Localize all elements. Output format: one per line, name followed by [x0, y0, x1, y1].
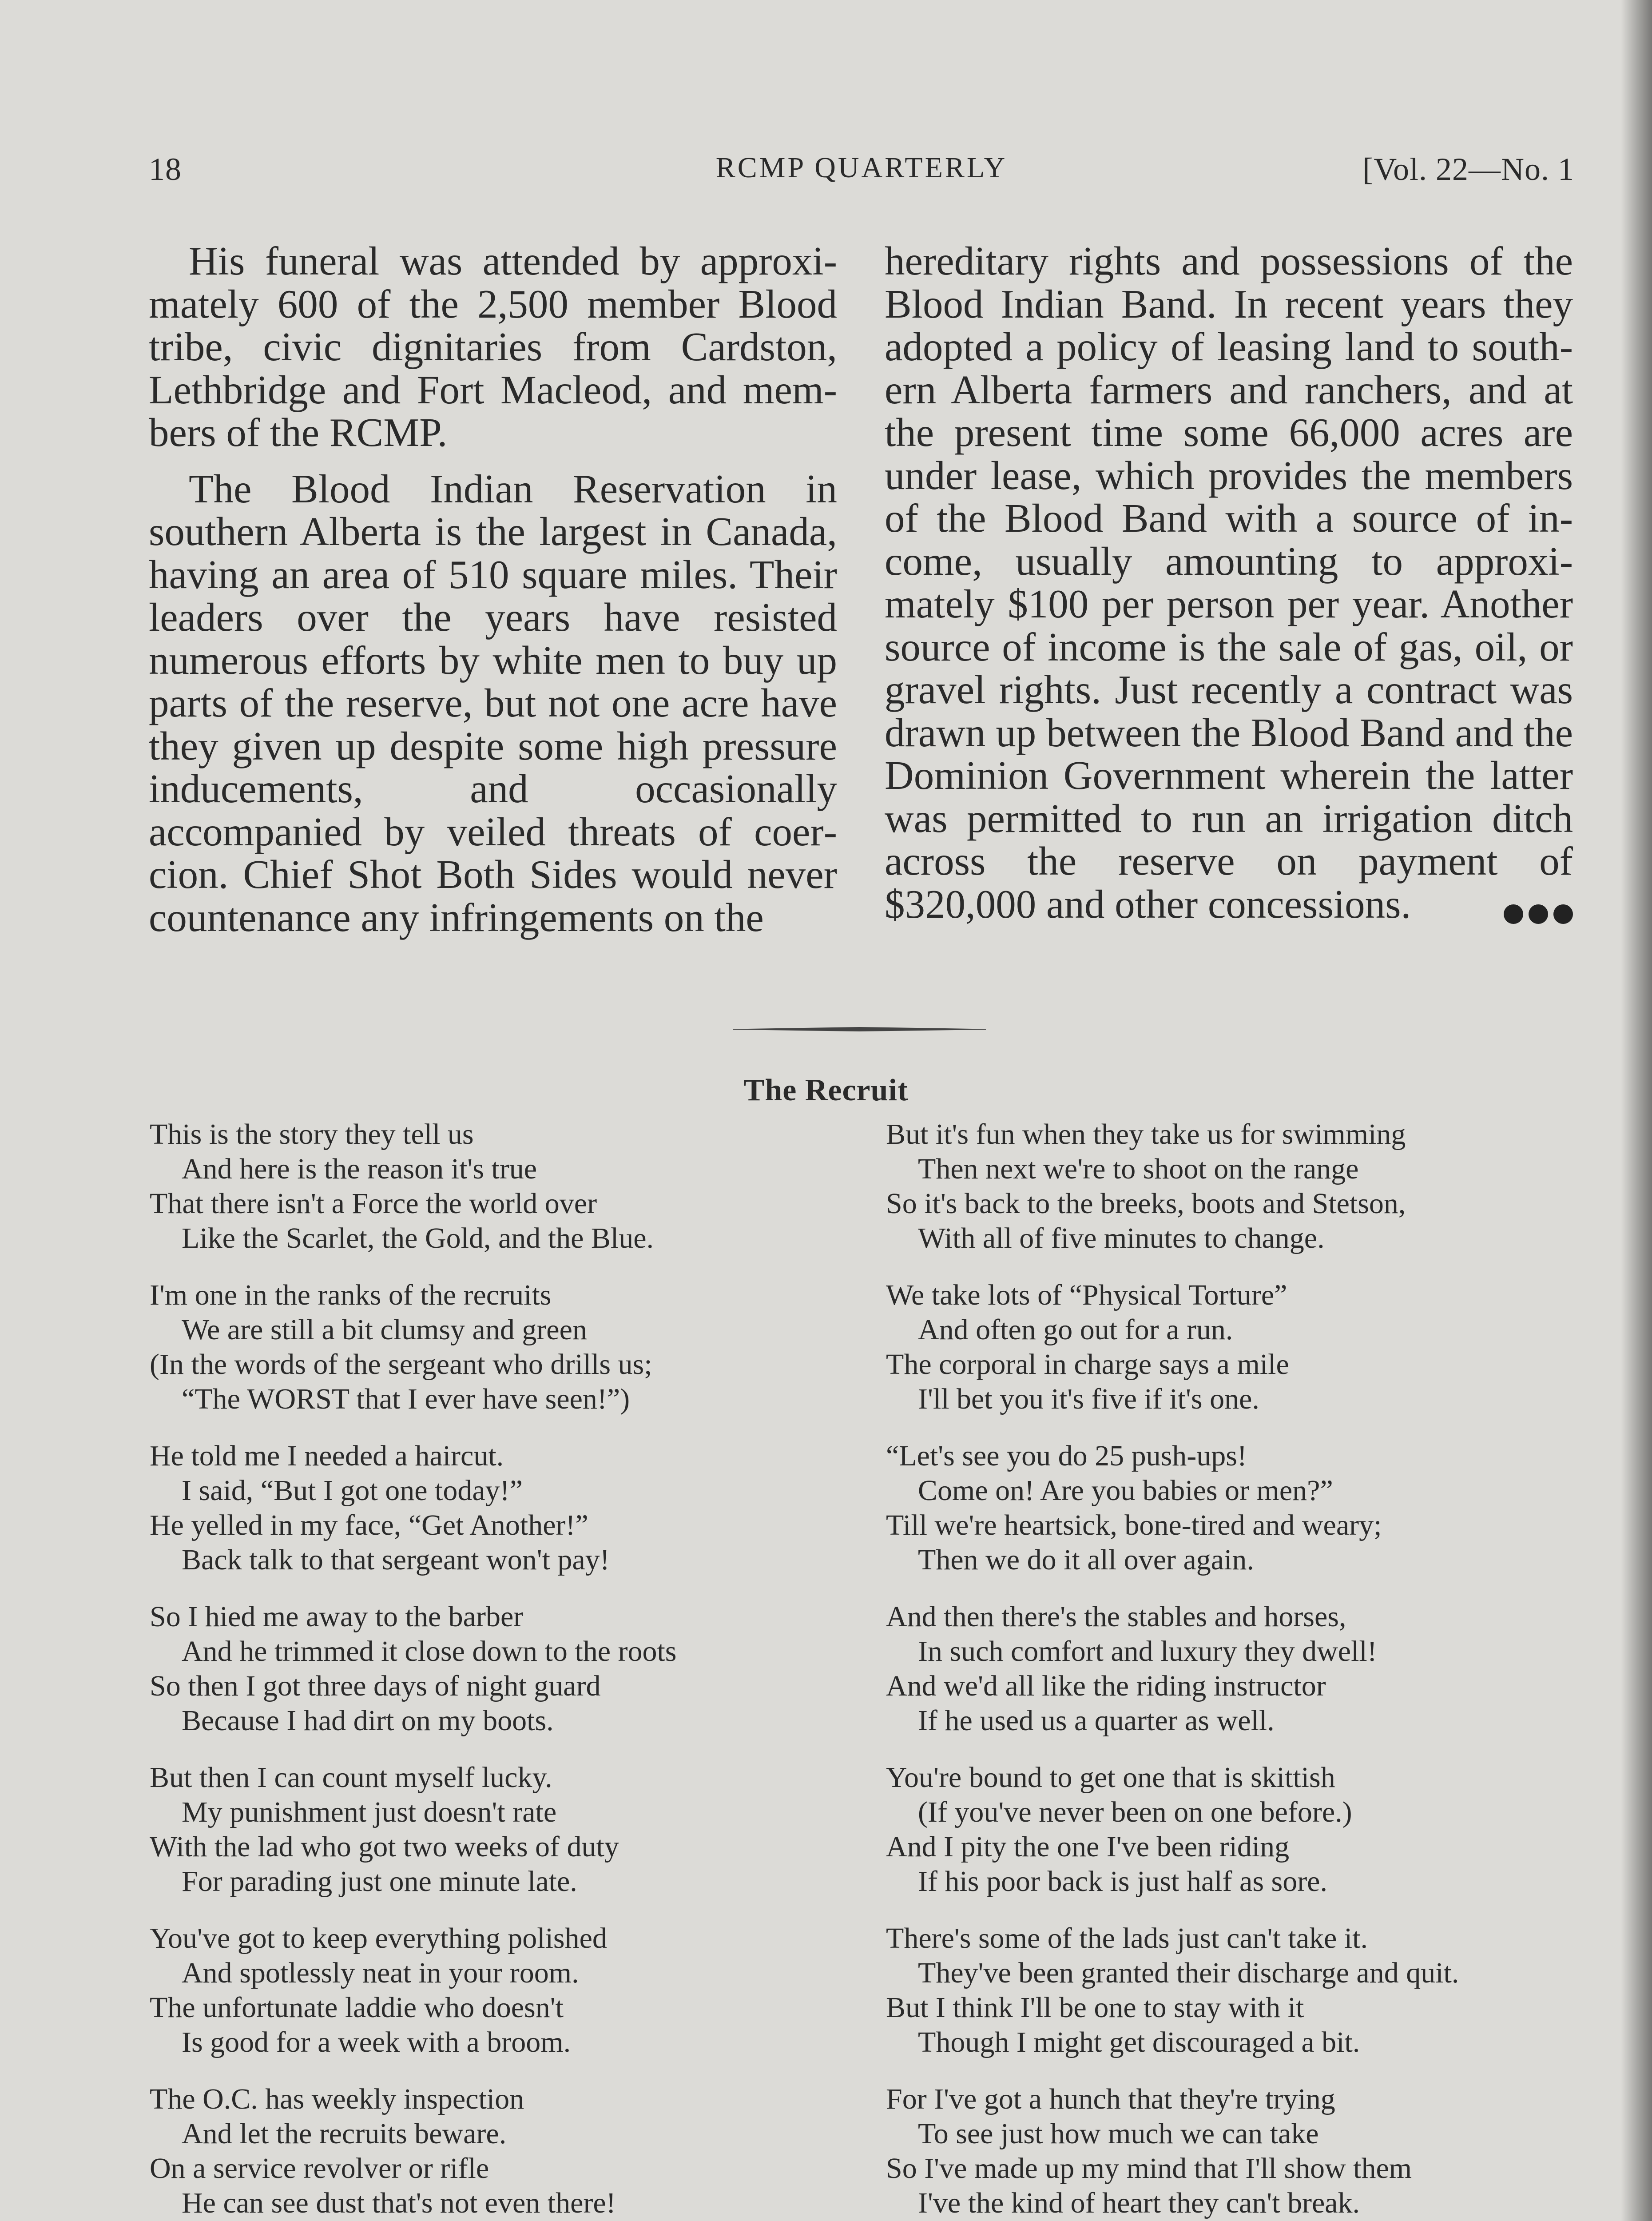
poem-line: “Let's see you do 25 push-ups! [886, 1440, 1247, 1472]
poem-stanza [886, 1117, 1459, 1256]
poem-line: We are still a bit clumsy and green [182, 1313, 587, 1346]
poem-line: The corporal in charge says a mile [886, 1348, 1289, 1381]
poem-line: The unfortunate laddie who doesn't [150, 1991, 564, 2024]
poem-line: On a service revolver or rifle [150, 2152, 489, 2185]
page-edge-shadow [1621, 0, 1652, 2221]
poem-stanza [886, 1278, 1459, 1417]
poem-line: And here is the reason it's true [182, 1153, 537, 1185]
poem-line: But then I can count myself lucky. [150, 1761, 552, 1794]
poem-line: Is good for a week with a broom. [182, 2026, 571, 2058]
poem-stanza [150, 1921, 701, 2060]
issue-label: [Vol. 22—No. 1 [1362, 151, 1574, 187]
article-paragraph-text: hereditary rights and possessions of the Blood Indian Band. In recent years they adopted a policy of leasing land to southern Alberta farmers and ranchers, and at the present time some 66,000 acres are under lease, which provides the members of the Blood Band with a source of income, usually amounting to approximately $100 per person per year. Another source of income is the sale of gas, oil, or gravel rights. Just recently a contract was drawn up between the Blood Band and the Dominion Government wherein the latter was permitted to run an irrigation ditch across the reserve on payment of $320,000 and other concessions. [885, 239, 1573, 927]
poem-line: And spotlessly neat in your room. [182, 1957, 579, 1989]
poem-stanza [886, 1600, 1459, 1738]
poem-line: I'm one in the ranks of the recruits [150, 1279, 552, 1311]
article-right-column [885, 240, 1573, 932]
poem-stanza [886, 1760, 1459, 1899]
article-left-column [149, 240, 837, 939]
poem-line: And I pity the one I've been riding [886, 1831, 1290, 1863]
poem-stanza [150, 1278, 701, 1417]
poem-line: (If you've never been on one before.) [918, 1796, 1352, 1828]
poem-line: If his poor back is just half as sore. [918, 1865, 1327, 1898]
article-paragraph: The Blood Indian Reservation in southern Alberta is the largest in Canada, having an area of 510 square miles. Their leaders over the years have resisted numerous efforts by white men to buy up parts of the reserve, but not one acre have they given up despite some high pressure inducements, and occasionally accompanied by veiled threats of coercion. Chief Shot Both Sides would never countenance any infringements on the [149, 466, 837, 940]
poem-stanza [150, 1439, 701, 1577]
poem-line: Come on! Are you babies or men?” [918, 1474, 1333, 1507]
running-header [149, 151, 1574, 204]
poem-line: You're bound to get one that is skittish [886, 1761, 1335, 1794]
poem-line: But it's fun when they take us for swimming [886, 1118, 1406, 1150]
article-paragraph: His funeral was attended by approximately 600 of the 2,500 member Blood tribe, civic dignitaries from Cardston, Lethbridge and Fort Macleod, and members of the RCMP. [149, 239, 837, 455]
poem-line: In such comfort and luxury they dwell! [918, 1635, 1377, 1668]
poem-line: I said, “But I got one today!” [182, 1474, 523, 1507]
poem-line: So it's back to the breeks, boots and Stetson, [886, 1187, 1406, 1220]
poem-line: He can see dust that's not even there! [182, 2187, 616, 2219]
end-mark-dots [1498, 889, 1573, 932]
poem-line: We take lots of “Physical Torture” [886, 1279, 1287, 1311]
journal-title: RCMP QUARTERLY [715, 151, 1008, 184]
poem-line: Like the Scarlet, the Gold, and the Blue. [182, 1222, 654, 1254]
poem-left-column [150, 1117, 701, 2221]
poem-line: That there isn't a Force the world over [150, 1187, 597, 1220]
section-divider [733, 1027, 986, 1031]
poem-title: The Recruit [743, 1073, 909, 1107]
poem-stanza [886, 1921, 1459, 2060]
poem-line: To see just how much we can take [918, 2118, 1319, 2150]
poem-line: For parading just one minute late. [182, 1865, 577, 1898]
poem-line: But I think I'll be one to stay with it [886, 1991, 1304, 2024]
article-paragraph [885, 240, 1573, 926]
poem-line: Though I might get discouraged a bit. [918, 2026, 1360, 2058]
poem-line: Because I had dirt on my boots. [182, 1704, 554, 1737]
poem-line: And he trimmed it close down to the roots [182, 1635, 677, 1668]
poem-line: So I've made up my mind that I'll show them [886, 2152, 1412, 2185]
poem-stanza [886, 2082, 1459, 2221]
poem-stanza [150, 1760, 701, 1899]
poem-line: And we'd all like the riding instructor [886, 1670, 1326, 1702]
poem-line: (In the words of the sergeant who drills us; [150, 1348, 652, 1381]
poem-right-column [886, 1117, 1459, 2221]
poem-stanza [886, 1439, 1459, 1577]
poem-line: This is the story they tell us [150, 1118, 474, 1150]
poem-line: And often go out for a run. [918, 1313, 1233, 1346]
poem-line: For I've got a hunch that they're trying [886, 2083, 1335, 2115]
poem-line: He yelled in my face, “Get Another!” [150, 1509, 588, 1541]
poem-line: If he used us a quarter as well. [918, 1704, 1275, 1737]
poem-line: You've got to keep everything polished [150, 1922, 607, 1954]
poem-line: The O.C. has weekly inspection [150, 2083, 524, 2115]
poem-line: And let the recruits beware. [182, 2118, 507, 2150]
poem-line: I'll bet you it's five if it's one. [918, 1383, 1259, 1415]
poem-stanza [150, 1600, 701, 1738]
poem-line: Then we do it all over again. [918, 1544, 1254, 1576]
poem-line: With the lad who got two weeks of duty [150, 1831, 619, 1863]
poem-line: He told me I needed a haircut. [150, 1440, 504, 1472]
poem-line: And then there's the stables and horses, [886, 1600, 1346, 1633]
poem-line: “The WORST that I ever have seen!”) [182, 1383, 630, 1415]
poem-line: My punishment just doesn't rate [182, 1796, 557, 1828]
poem-line: Back talk to that sergeant won't pay! [182, 1544, 610, 1576]
poem-stanza [150, 1117, 701, 1256]
poem-line: Then next we're to shoot on the range [918, 1153, 1359, 1185]
page-number: 18 [149, 151, 182, 187]
poem-line: I've the kind of heart they can't break. [918, 2187, 1360, 2219]
poem-line: So then I got three days of night guard [150, 1670, 601, 1702]
poem-line: So I hied me away to the barber [150, 1600, 524, 1633]
poem-line: They've been granted their discharge and quit. [918, 1957, 1459, 1989]
poem-line: With all of five minutes to change. [918, 1222, 1325, 1254]
poem-line: Till we're heartsick, bone-tired and weary; [886, 1509, 1382, 1541]
poem-line: There's some of the lads just can't take it. [886, 1922, 1368, 1954]
poem-stanza [150, 2082, 701, 2221]
